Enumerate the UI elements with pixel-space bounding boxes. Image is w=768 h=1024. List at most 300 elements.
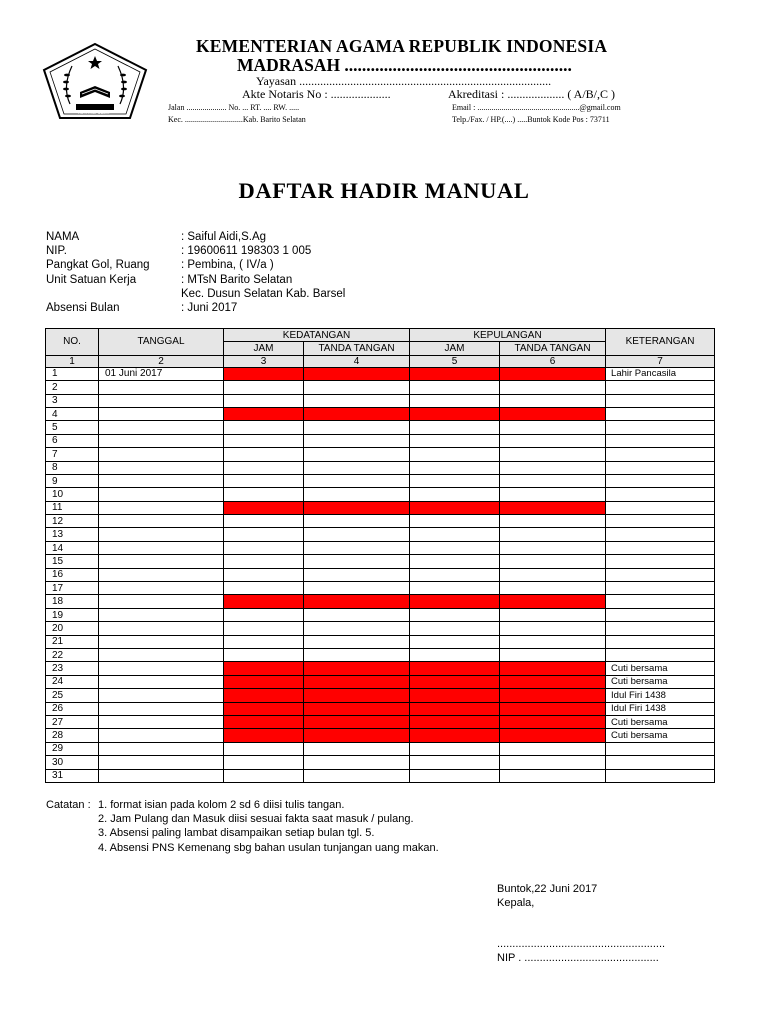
row-number: 18 xyxy=(46,595,99,608)
table-row xyxy=(46,769,715,782)
row-tanggal xyxy=(99,595,224,608)
identity-label: Absensi Bulan xyxy=(46,301,120,314)
identity-value: : MTsN Barito Selatan xyxy=(181,273,293,286)
table-row xyxy=(46,742,715,755)
header-kedatangan: KEDATANGAN xyxy=(224,329,410,342)
row-jam-datang xyxy=(224,648,304,661)
row-keterangan xyxy=(606,421,715,434)
row-jam-pulang xyxy=(410,702,500,715)
note-line: 3. Absensi paling lambat disampaikan setiap bulan tgl. 5. xyxy=(98,827,375,840)
signer-name-line: ....................................................... xyxy=(497,938,666,950)
row-jam-pulang xyxy=(410,582,500,595)
row-tanda-datang xyxy=(304,367,410,380)
kec-line: Kec. .............................Kab. Barito Selatan xyxy=(168,115,306,124)
header-keterangan: KETERANGAN xyxy=(606,329,715,356)
row-tanda-datang xyxy=(304,488,410,501)
row-tanggal xyxy=(99,381,224,394)
row-tanda-datang xyxy=(304,541,410,554)
table-row xyxy=(46,689,715,702)
row-jam-pulang xyxy=(410,689,500,702)
row-keterangan xyxy=(606,756,715,769)
header-tanda-pulang: TANDA TANGAN xyxy=(500,342,606,355)
row-tanda-pulang xyxy=(500,756,606,769)
row-tanggal xyxy=(99,461,224,474)
row-tanggal xyxy=(99,675,224,688)
row-tanda-datang xyxy=(304,501,410,514)
row-tanda-datang xyxy=(304,648,410,661)
header-jam-datang: JAM xyxy=(224,342,304,355)
row-tanda-pulang xyxy=(500,528,606,541)
note-line: 2. Jam Pulang dan Masuk diisi sesuai fakta saat masuk / pulang. xyxy=(98,813,414,826)
row-tanda-datang xyxy=(304,461,410,474)
table-row xyxy=(46,622,715,635)
row-tanggal xyxy=(99,541,224,554)
row-tanggal: 01 Juni 2017 xyxy=(99,367,224,380)
row-tanggal xyxy=(99,582,224,595)
row-tanda-datang xyxy=(304,756,410,769)
row-tanda-datang xyxy=(304,381,410,394)
row-jam-pulang xyxy=(410,461,500,474)
row-keterangan xyxy=(606,434,715,447)
row-number: 17 xyxy=(46,582,99,595)
header-tanggal: TANGGAL xyxy=(99,329,224,356)
row-tanda-datang xyxy=(304,448,410,461)
row-jam-pulang xyxy=(410,675,500,688)
row-tanda-pulang xyxy=(500,595,606,608)
row-tanda-pulang xyxy=(500,381,606,394)
col-number: 4 xyxy=(304,355,410,367)
row-jam-pulang xyxy=(410,488,500,501)
table-row xyxy=(46,555,715,568)
row-tanda-datang xyxy=(304,421,410,434)
header-no: NO. xyxy=(46,329,99,356)
row-tanda-pulang xyxy=(500,622,606,635)
row-tanda-datang xyxy=(304,568,410,581)
table-row xyxy=(46,407,715,420)
row-jam-pulang xyxy=(410,715,500,728)
row-tanggal xyxy=(99,742,224,755)
row-jam-pulang xyxy=(410,568,500,581)
ministry-name: KEMENTERIAN AGAMA REPUBLIK INDONESIA xyxy=(196,36,608,56)
attendance-table xyxy=(45,328,715,783)
row-number: 28 xyxy=(46,729,99,742)
row-number: 19 xyxy=(46,608,99,621)
row-keterangan xyxy=(606,448,715,461)
identity-value: : Juni 2017 xyxy=(181,301,238,314)
row-jam-datang xyxy=(224,568,304,581)
table-row xyxy=(46,595,715,608)
row-jam-datang xyxy=(224,729,304,742)
row-jam-pulang xyxy=(410,608,500,621)
row-number: 13 xyxy=(46,528,99,541)
row-tanggal xyxy=(99,488,224,501)
row-keterangan xyxy=(606,407,715,420)
row-tanda-datang xyxy=(304,528,410,541)
table-row xyxy=(46,729,715,742)
row-tanggal xyxy=(99,528,224,541)
row-number: 1 xyxy=(46,367,99,380)
row-jam-pulang xyxy=(410,756,500,769)
table-row xyxy=(46,568,715,581)
row-tanggal xyxy=(99,635,224,648)
row-number: 12 xyxy=(46,515,99,528)
row-tanda-pulang xyxy=(500,742,606,755)
jalan-line: Jalan .................... No. ... RT. .... RW. ..... xyxy=(168,103,300,112)
row-keterangan xyxy=(606,608,715,621)
table-row xyxy=(46,608,715,621)
row-tanggal xyxy=(99,407,224,420)
row-jam-datang xyxy=(224,622,304,635)
row-jam-datang xyxy=(224,715,304,728)
place-date: Buntok,22 Juni 2017 xyxy=(497,883,598,895)
col-number: 7 xyxy=(606,355,715,367)
row-keterangan: Idul Firi 1438 xyxy=(606,702,715,715)
row-tanggal xyxy=(99,622,224,635)
row-tanggal xyxy=(99,648,224,661)
note-line: 1. format isian pada kolom 2 sd 6 diisi tulis tangan. xyxy=(98,799,345,811)
row-keterangan xyxy=(606,742,715,755)
column-number-row xyxy=(46,355,715,367)
row-number: 25 xyxy=(46,689,99,702)
row-tanda-pulang xyxy=(500,515,606,528)
row-tanggal xyxy=(99,555,224,568)
row-number: 31 xyxy=(46,769,99,782)
row-tanda-pulang xyxy=(500,568,606,581)
email-line: Email : ...................................................@gmail.com xyxy=(452,103,621,112)
col-number: 6 xyxy=(500,355,606,367)
table-row xyxy=(46,501,715,514)
row-tanggal xyxy=(99,608,224,621)
col-number: 1 xyxy=(46,355,99,367)
row-tanda-pulang xyxy=(500,582,606,595)
table-row xyxy=(46,635,715,648)
col-number: 2 xyxy=(99,355,224,367)
row-jam-datang xyxy=(224,541,304,554)
row-jam-pulang xyxy=(410,555,500,568)
row-keterangan xyxy=(606,595,715,608)
row-tanda-pulang xyxy=(500,541,606,554)
row-keterangan xyxy=(606,515,715,528)
row-jam-pulang xyxy=(410,421,500,434)
row-keterangan: Cuti bersama xyxy=(606,715,715,728)
row-jam-datang xyxy=(224,448,304,461)
table-row xyxy=(46,662,715,675)
row-jam-datang xyxy=(224,742,304,755)
page-title: DAFTAR HADIR MANUAL xyxy=(238,178,530,203)
col-number: 3 xyxy=(224,355,304,367)
row-tanggal xyxy=(99,501,224,514)
row-jam-pulang xyxy=(410,742,500,755)
header-jam-pulang: JAM xyxy=(410,342,500,355)
row-tanda-pulang xyxy=(500,501,606,514)
row-keterangan xyxy=(606,635,715,648)
table-row xyxy=(46,582,715,595)
row-keterangan xyxy=(606,622,715,635)
row-tanggal xyxy=(99,662,224,675)
row-number: 4 xyxy=(46,407,99,420)
table-row xyxy=(46,381,715,394)
row-number: 27 xyxy=(46,715,99,728)
table-row xyxy=(46,367,715,380)
row-jam-datang xyxy=(224,662,304,675)
row-tanda-datang xyxy=(304,702,410,715)
row-keterangan xyxy=(606,769,715,782)
row-keterangan xyxy=(606,474,715,487)
row-keterangan xyxy=(606,582,715,595)
row-tanda-datang xyxy=(304,729,410,742)
row-keterangan xyxy=(606,528,715,541)
row-jam-datang xyxy=(224,675,304,688)
row-number: 30 xyxy=(46,756,99,769)
row-tanggal xyxy=(99,702,224,715)
row-jam-pulang xyxy=(410,407,500,420)
row-number: 11 xyxy=(46,501,99,514)
row-tanda-datang xyxy=(304,622,410,635)
row-tanda-datang xyxy=(304,394,410,407)
row-tanda-pulang xyxy=(500,434,606,447)
row-jam-datang xyxy=(224,474,304,487)
row-number: 29 xyxy=(46,742,99,755)
table-row xyxy=(46,488,715,501)
row-jam-pulang xyxy=(410,367,500,380)
row-number: 14 xyxy=(46,541,99,554)
row-jam-pulang xyxy=(410,769,500,782)
row-number: 23 xyxy=(46,662,99,675)
akreditasi-line: Akreditasi : ................... ( A/B/,C ) xyxy=(448,87,615,101)
row-keterangan xyxy=(606,501,715,514)
row-tanda-pulang xyxy=(500,608,606,621)
row-tanda-pulang xyxy=(500,407,606,420)
row-tanggal xyxy=(99,515,224,528)
row-jam-datang xyxy=(224,488,304,501)
table-row xyxy=(46,528,715,541)
row-jam-datang xyxy=(224,555,304,568)
row-number: 9 xyxy=(46,474,99,487)
row-tanda-datang xyxy=(304,742,410,755)
row-keterangan xyxy=(606,488,715,501)
row-jam-pulang xyxy=(410,662,500,675)
row-tanggal xyxy=(99,689,224,702)
row-tanda-pulang xyxy=(500,675,606,688)
row-number: 7 xyxy=(46,448,99,461)
row-tanggal xyxy=(99,394,224,407)
row-tanda-pulang xyxy=(500,461,606,474)
table-row xyxy=(46,474,715,487)
identity-value: : Pembina, ( IV/a ) xyxy=(181,259,274,272)
row-tanggal xyxy=(99,769,224,782)
row-tanda-datang xyxy=(304,675,410,688)
row-keterangan xyxy=(606,648,715,661)
row-tanda-datang xyxy=(304,635,410,648)
row-jam-pulang xyxy=(410,501,500,514)
row-number: 20 xyxy=(46,622,99,635)
kemenag-logo-icon xyxy=(42,42,148,120)
row-jam-pulang xyxy=(410,434,500,447)
row-jam-datang xyxy=(224,515,304,528)
row-jam-datang xyxy=(224,367,304,380)
row-number: 26 xyxy=(46,702,99,715)
table-row xyxy=(46,715,715,728)
signer-nip-line: NIP . ............................................ xyxy=(497,952,659,964)
row-jam-datang xyxy=(224,635,304,648)
row-jam-datang xyxy=(224,769,304,782)
row-number: 6 xyxy=(46,434,99,447)
akte-line: Akte Notaris No : .................... xyxy=(242,87,391,101)
row-jam-pulang xyxy=(410,394,500,407)
row-number: 16 xyxy=(46,568,99,581)
row-keterangan: Cuti bersama xyxy=(606,662,715,675)
row-tanggal xyxy=(99,421,224,434)
table-row xyxy=(46,702,715,715)
row-tanggal xyxy=(99,568,224,581)
row-number: 8 xyxy=(46,461,99,474)
row-number: 15 xyxy=(46,555,99,568)
row-tanda-pulang xyxy=(500,448,606,461)
madrasah-name: MADRASAH .................................................... xyxy=(237,55,572,75)
row-tanda-pulang xyxy=(500,421,606,434)
header-kepulangan: KEPULANGAN xyxy=(410,329,606,342)
row-jam-datang xyxy=(224,595,304,608)
row-jam-datang xyxy=(224,756,304,769)
row-tanda-pulang xyxy=(500,662,606,675)
row-jam-datang xyxy=(224,702,304,715)
row-number: 2 xyxy=(46,381,99,394)
identity-label: NAMA xyxy=(46,231,80,243)
row-keterangan: Lahir Pancasila xyxy=(606,367,715,380)
table-header-row xyxy=(46,329,715,342)
row-jam-pulang xyxy=(410,515,500,528)
notes-caption: Catatan : xyxy=(46,799,91,811)
row-tanggal xyxy=(99,434,224,447)
table-row xyxy=(46,421,715,434)
row-tanda-pulang xyxy=(500,394,606,407)
row-tanda-datang xyxy=(304,474,410,487)
row-keterangan xyxy=(606,394,715,407)
row-keterangan xyxy=(606,461,715,474)
row-tanda-datang xyxy=(304,662,410,675)
row-keterangan xyxy=(606,381,715,394)
row-tanggal xyxy=(99,715,224,728)
row-tanda-datang xyxy=(304,608,410,621)
row-tanda-pulang xyxy=(500,689,606,702)
row-tanggal xyxy=(99,756,224,769)
header-tanda-datang: TANDA TANGAN xyxy=(304,342,410,355)
row-keterangan: Idul Firi 1438 xyxy=(606,689,715,702)
row-number: 24 xyxy=(46,675,99,688)
identity-label: Unit Satuan Kerja xyxy=(46,273,137,286)
row-jam-datang xyxy=(224,501,304,514)
row-tanda-datang xyxy=(304,595,410,608)
row-tanggal xyxy=(99,729,224,742)
row-jam-pulang xyxy=(410,595,500,608)
row-tanda-pulang xyxy=(500,474,606,487)
row-number: 3 xyxy=(46,394,99,407)
row-tanda-datang xyxy=(304,715,410,728)
table-row xyxy=(46,515,715,528)
row-tanggal xyxy=(99,448,224,461)
table-row xyxy=(46,756,715,769)
row-tanda-pulang xyxy=(500,367,606,380)
row-keterangan: Cuti bersama xyxy=(606,675,715,688)
row-tanda-pulang xyxy=(500,702,606,715)
row-tanda-pulang xyxy=(500,488,606,501)
row-tanda-datang xyxy=(304,407,410,420)
row-jam-datang xyxy=(224,608,304,621)
row-jam-pulang xyxy=(410,622,500,635)
yayasan-line: Yayasan .................................................................................... xyxy=(256,74,552,88)
note-line: 4. Absensi PNS Kemenang sbg bahan usulan tunjangan uang makan. xyxy=(98,841,439,854)
row-tanda-pulang xyxy=(500,635,606,648)
table-row xyxy=(46,434,715,447)
row-tanda-datang xyxy=(304,515,410,528)
row-keterangan xyxy=(606,555,715,568)
row-jam-datang xyxy=(224,528,304,541)
row-number: 10 xyxy=(46,488,99,501)
row-jam-pulang xyxy=(410,528,500,541)
row-keterangan xyxy=(606,541,715,554)
table-row xyxy=(46,394,715,407)
row-tanda-datang xyxy=(304,555,410,568)
row-jam-datang xyxy=(224,689,304,702)
table-row xyxy=(46,675,715,688)
table-row xyxy=(46,648,715,661)
row-jam-datang xyxy=(224,421,304,434)
row-tanda-pulang xyxy=(500,769,606,782)
row-jam-datang xyxy=(224,381,304,394)
row-tanda-datang xyxy=(304,689,410,702)
identity-label: NIP. xyxy=(46,245,67,258)
row-tanda-pulang xyxy=(500,715,606,728)
row-jam-pulang xyxy=(410,381,500,394)
row-tanda-datang xyxy=(304,769,410,782)
row-jam-pulang xyxy=(410,541,500,554)
row-jam-datang xyxy=(224,407,304,420)
row-jam-pulang xyxy=(410,729,500,742)
row-jam-pulang xyxy=(410,474,500,487)
signature-block xyxy=(497,883,665,966)
row-tanda-pulang xyxy=(500,555,606,568)
row-tanda-datang xyxy=(304,582,410,595)
row-tanda-pulang xyxy=(500,648,606,661)
identity-value: Kec. Dusun Selatan Kab. Barsel xyxy=(181,287,346,300)
row-keterangan: Cuti bersama xyxy=(606,729,715,742)
row-keterangan xyxy=(606,568,715,581)
row-number: 21 xyxy=(46,635,99,648)
row-tanda-pulang xyxy=(500,729,606,742)
identity-value: : 19600611 198303 1 005 xyxy=(181,245,312,258)
identity-label: Pangkat Gol, Ruang xyxy=(46,259,150,272)
row-jam-pulang xyxy=(410,448,500,461)
row-tanda-datang xyxy=(304,434,410,447)
identity-value: : Saiful Aidi,S.Ag xyxy=(181,231,267,243)
row-number: 22 xyxy=(46,648,99,661)
table-row xyxy=(46,461,715,474)
row-jam-pulang xyxy=(410,648,500,661)
row-jam-datang xyxy=(224,461,304,474)
row-number: 5 xyxy=(46,421,99,434)
row-jam-datang xyxy=(224,434,304,447)
signer-position: Kepala, xyxy=(497,897,535,909)
col-number: 5 xyxy=(410,355,500,367)
telp-line: Telp./Fax. / HP.(....) .....Buntok Kode Pos : 73711 xyxy=(452,115,610,124)
table-row xyxy=(46,448,715,461)
row-jam-pulang xyxy=(410,635,500,648)
row-tanggal xyxy=(99,474,224,487)
row-jam-datang xyxy=(224,582,304,595)
table-row xyxy=(46,541,715,554)
row-jam-datang xyxy=(224,394,304,407)
logo-text: KOTA REPUBLIK xyxy=(78,110,110,115)
